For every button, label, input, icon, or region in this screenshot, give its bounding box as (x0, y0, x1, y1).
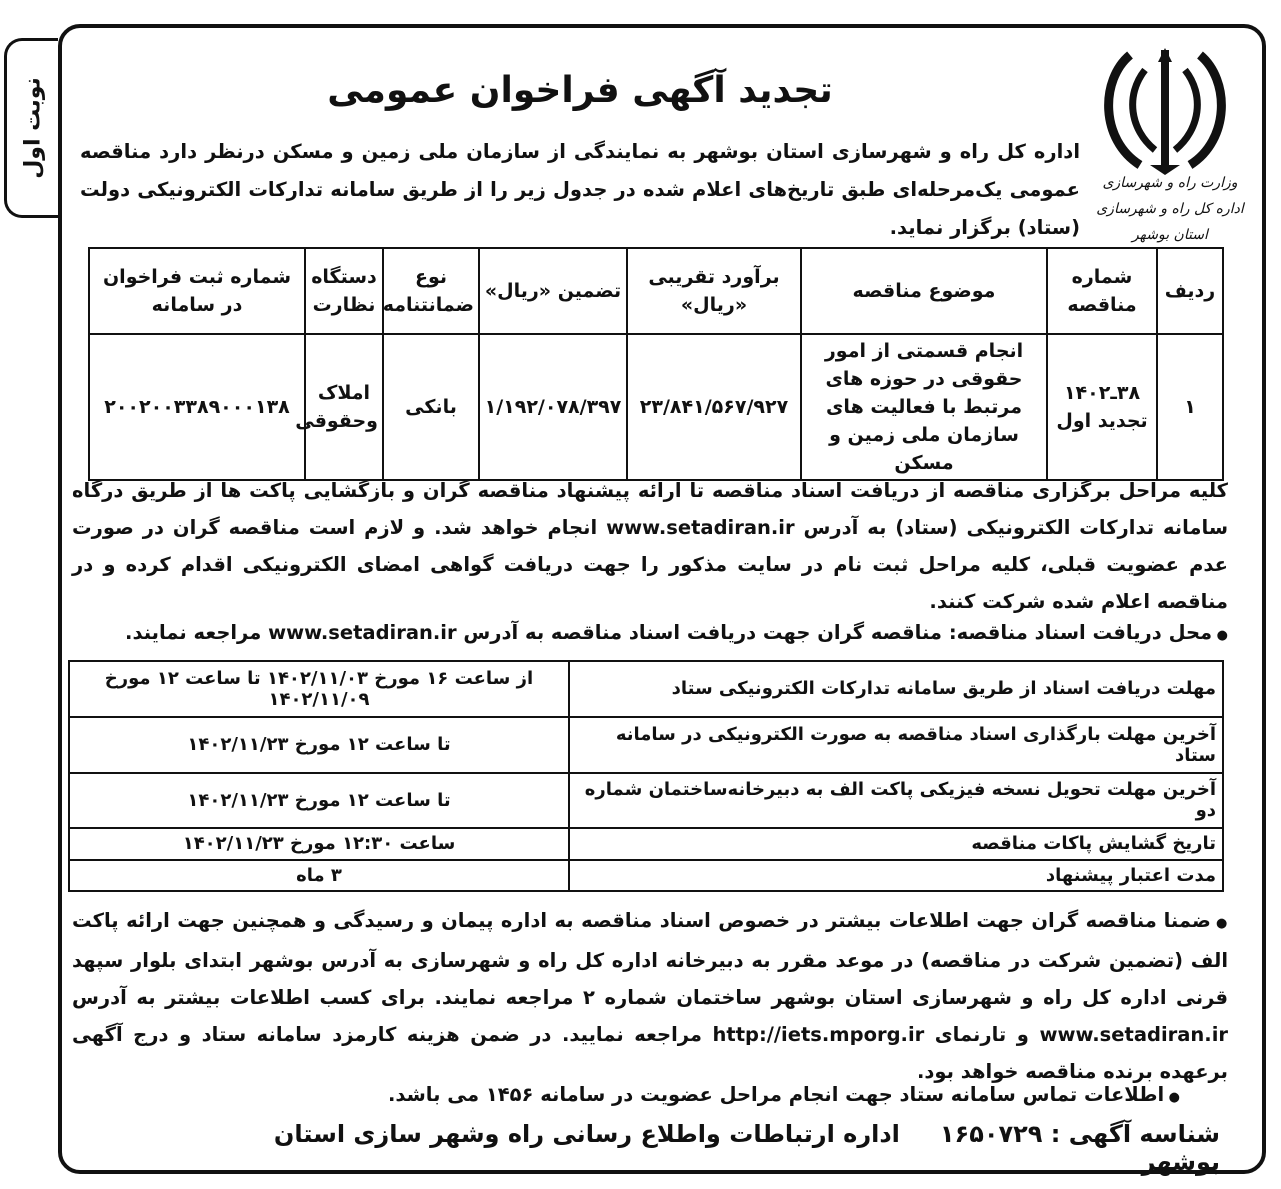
issuing-office: اداره ارتباطات واطلاع رسانی راه وشهر سازی استان بوشهر (273, 1120, 1220, 1176)
tender-number: ۳۸ـ۱۴۰۲ تجدید اول (1047, 334, 1157, 480)
procedure-paragraph: کلیه مراحل برگزاری مناقصه از دریافت اسناد مناقصه تا ارائه پیشنهاد مناقصه گران و بازگشایی پاکت ها از طریق درگاه سامانه تدارکات الکترونیکی (ستاد) به آدرس www.setadiran.ir انجام خواهد شد. و لازم است مناقصه گران در صورت عدم عضویت قبلی، کلیه مراحل ثبت نام در سایت مذکور را جهت دریافت گواهی امضای الکترونیکی اقدام کرده و در مناقصه اعلام شده شرکت کنند. (72, 479, 1229, 613)
schedule-value: تا ساعت ۱۲ مورخ ۱۴۰۲/۱۱/۲۳ (69, 717, 569, 773)
table-header-row (89, 248, 1223, 334)
schedule-value: ۳ ماه (69, 860, 569, 891)
schedule-table (68, 660, 1224, 892)
table-row (89, 334, 1223, 480)
row-number: ۱ (1157, 334, 1223, 480)
schedule-label: آخرین مهلت بارگذاری اسناد مناقصه به صورت الکترونیکی در سامانه ستاد (569, 717, 1223, 773)
table-row (69, 717, 1223, 773)
header-cell: شماره مناقصه (1047, 248, 1157, 334)
schedule-label: آخرین مهلت تحویل نسخه فیزیکی پاکت الف به دبیرخانه‌ساختمان شماره دو (569, 773, 1223, 829)
tender-table (88, 247, 1224, 481)
schedule-label: مدت اعتبار پیشنهاد (569, 860, 1223, 891)
header-cell: برآورد تقریبی «ریال» (627, 248, 801, 334)
guarantee-value: ۱/۱۹۲/۰۷۸/۳۹۷ (479, 334, 627, 480)
header-cell: دستگاه نظارت (305, 248, 383, 334)
docs-location-label: محل دریافت اسناد مناقصه: (948, 621, 1213, 644)
publication-badge (4, 38, 58, 218)
table-row (69, 860, 1223, 891)
table-row (69, 828, 1223, 859)
info-paragraph: ● ضمنا مناقصه گران جهت اطلاعات بیشتر در خصوص اسناد مناقصه به اداره پیمان و رسیدگی و همچنین جهت ارائه پاکت الف (تضمین شرکت در مناقصه) در موعد مقرر به دبیرخانه اداره کل راه و شهرسازی به آدرس بوشهر ابتدای بلوار سپهد قرنی اداره کل راه و شهرسازی استان بوشهر ساختمان شماره ۲ مراجعه نمایند. برای کسب اطلاعات بیشتر به آدرس www.setadiran.ir و تارنمای http://iets.mporg.ir مراجعه نمایید. در ضمن هزینه کارمزد سامانه ستاد و درج آگهی برعهده برنده مناقصه خواهد بود. (72, 902, 1228, 1090)
schedule-value: تا ساعت ۱۲ مورخ ۱۴۰۲/۱۱/۲۳ (69, 773, 569, 829)
schedule-label: تاریخ گشایش پاکات مناقصه (569, 828, 1223, 859)
header-cell: تضمین «ریال» (479, 248, 627, 334)
table-row (69, 661, 1223, 717)
footer-line (240, 1120, 1220, 1176)
schedule-label: مهلت دریافت اسناد از طریق سامانه تدارکات الکترونیکی ستاد (569, 661, 1223, 717)
intro-paragraph: اداره کل راه و شهرسازی استان بوشهر به نمایندگی از سازمان ملی زمین و مسکن درنظر دارد مناقصه عمومی یک‌مرحله‌ای طبق تاریخ‌های اعلام شده در جدول زیر را از طریق سامانه تدارکات الکترونیکی دولت (ستاد) برگزار نماید. (80, 140, 1080, 239)
registration-number: ۲۰۰۲۰۰۳۳۸۹۰۰۰۱۳۸ (89, 334, 305, 480)
header-cell: نوع ضمانتنامه (383, 248, 479, 334)
ministry-logo-text (1080, 170, 1260, 248)
tender-subject: انجام قسمتی از امور حقوقی در حوزه های مرتبط با فعالیت های سازمان ملی زمین و مسکن (801, 334, 1047, 480)
supervisor: املاک وحقوقی (305, 334, 383, 480)
schedule-value: ساعت ۱۲:۳۰ مورخ ۱۴۰۲/۱۱/۲۳ (69, 828, 569, 859)
docs-location-text: مناقصه گران جهت دریافت اسناد مناقصه به آدرس www.setadiran.ir مراجعه نمایند. (125, 621, 943, 644)
guarantee-type: بانکی (383, 334, 479, 480)
estimate-value: ۲۳/۸۴۱/۵۶۷/۹۲۷ (627, 334, 801, 480)
ministry-line: وزارت راه و شهرسازی (1102, 175, 1238, 191)
docs-location-line (72, 614, 1228, 654)
schedule-value: از ساعت ۱۶ مورخ ۱۴۰۲/۱۱/۰۳ تا ساعت ۱۲ مورخ ۱۴۰۲/۱۱/۰۹ (69, 661, 569, 717)
ad-id: شناسه آگهی : ۱۶۵۰۷۲۹ (939, 1120, 1220, 1148)
badge-label: نوبت اول (20, 77, 45, 179)
header-cell: شماره ثبت فراخوان در سامانه (89, 248, 305, 334)
table-row (69, 773, 1223, 829)
contact-paragraph: ● اطلاعات تماس سامانه ستاد جهت انجام مراحل عضویت در سامانه ۱۴۵۶ می باشد. (220, 1076, 1180, 1116)
header-cell: ردیف (1157, 248, 1223, 334)
iran-emblem-icon (1090, 40, 1240, 180)
office-line: اداره کل راه و شهرسازی استان بوشهر (1096, 201, 1244, 243)
header-cell: موضوع مناقصه (801, 248, 1047, 334)
notice-title: تجدید آگهی فراخوان عمومی (327, 70, 833, 111)
